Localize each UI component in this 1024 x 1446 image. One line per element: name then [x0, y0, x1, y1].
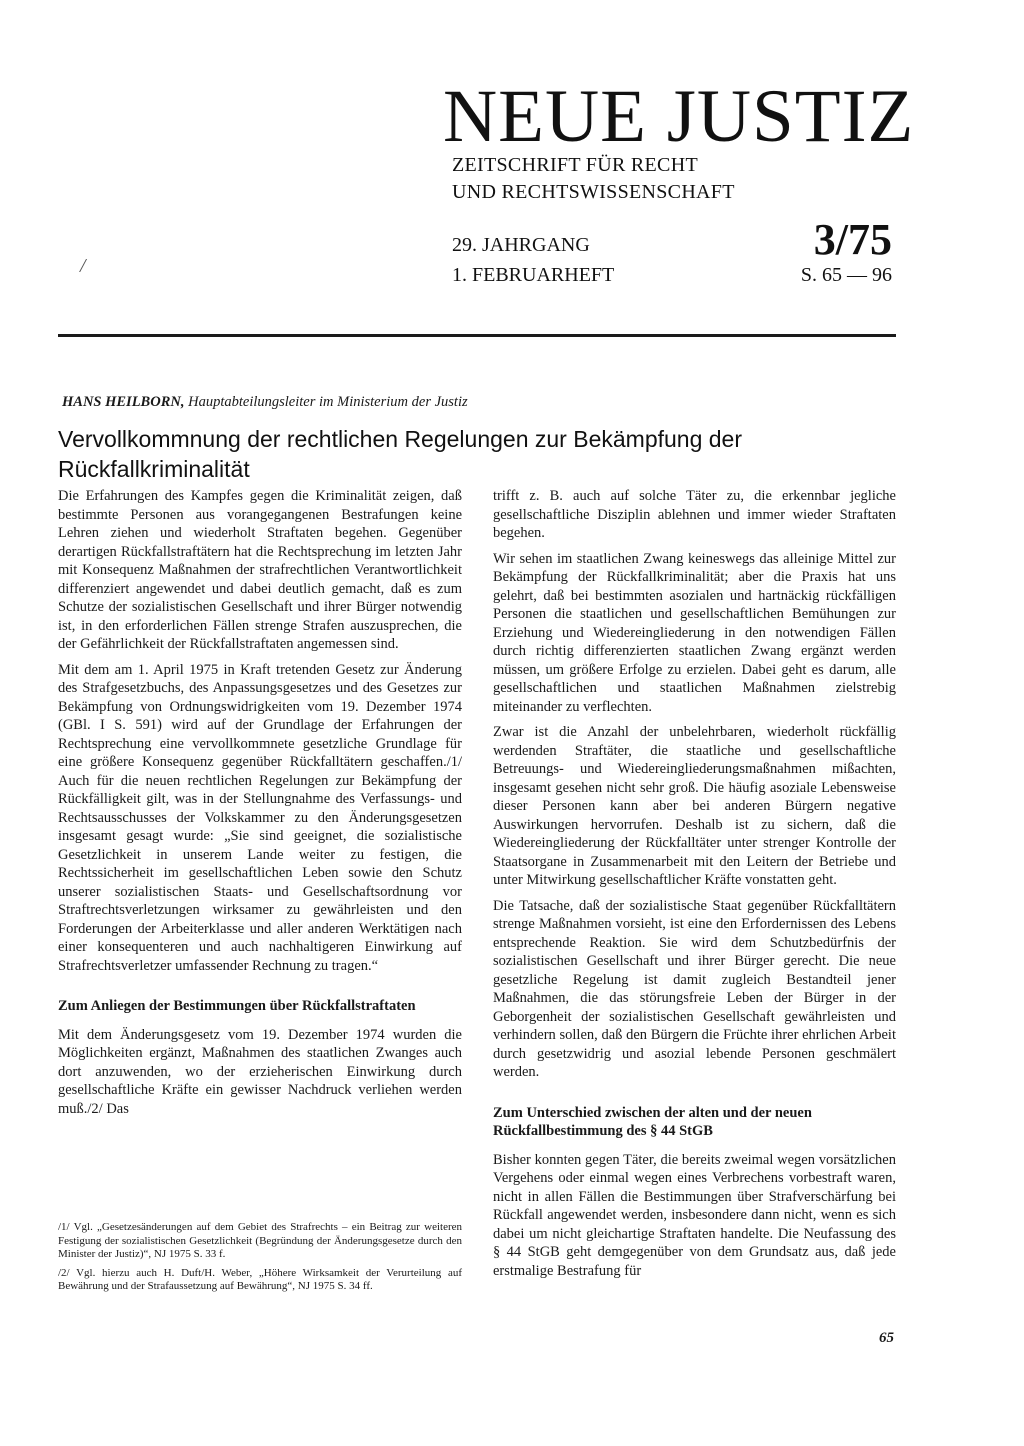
article-column-left	[58, 487, 462, 1125]
byline	[62, 392, 782, 412]
paragraph: Zwar ist die Anzahl der unbelehrbaren, wiederholt rückfällig werdenden Straftäter, die staatliche und gesellschaftliche Betreuungs- und Wiedereingliederungsmaßnahmen mißachten, insgesamt gesehen nicht sehr groß. Die häufig asoziale Lebensweise dieser Personen kann aber bei anderen Bürgern negative Auswirkungen hervorrufen. Deshalb ist zu sichern, daß die Wiedereingliederung der Rückfalltäter unter strenger Kontrolle der Staatsorgane in Zusammenarbeit mit den Leitern der Betriebe und unter Mitwirkung gesellschaftlicher Kräfte vonstatten geht.	[493, 724, 896, 888]
footnote: /1/ Vgl. „Gesetzesänderungen auf dem Gebiet des Strafrechts – ein Beitrag zur weiteren Festigung der sozialistischen Gesetzlichkeit (Begründung der Änderungsgesetze durch den Minister der Justiz)“, NJ 1975 S. 33 f.	[58, 1221, 462, 1260]
header-rule	[58, 334, 896, 337]
section-heading: Zum Unterschied zwischen der alten und der neuen Rückfallbestimmung des § 44 StGB	[493, 1104, 812, 1139]
footnotes	[58, 1221, 462, 1299]
byline-author: HANS HEILBORN,	[62, 394, 185, 410]
masthead-title: NEUE JUSTIZ	[443, 75, 915, 158]
paragraph: Wir sehen im staatlichen Zwang keineswegs das alleinige Mittel zur Bekämpfung der Rückfallkriminalität; aber die Praxis hat uns gelehrt, daß bei bestimmten asozialen und hartnäckig rückfälligen Personen die staatlichen und gesellschaftlichen Bemühungen zur Erziehung und Wiedereingliederung in den notwendigen Fällen durch richtig differenzierten staatlichen Zwang ergänzt werden müssen, um größere Erfolge zu erzielen. Dabei geht es darum, alle gesellschaftlichen und staatlichen Maßnahmen zielstrebig miteinander zu verflechten.	[493, 550, 896, 715]
masthead-subtitle-line1: ZEITSCHRIFT FÜR RECHT	[452, 154, 698, 176]
paragraph: Mit dem am 1. April 1975 in Kraft tretenden Gesetz zur Änderung des Strafgesetzbuchs, des Anpassungsgesetzes und des Gesetzes zur Bekämpfung von Ordnungswidrigkeiten vom 19. Dezember 1974 (GBl. I S. 591) wird auf der Grundlage der Erfahrungen der Rechtsprechung eine vervollkommnete gesetzliche Grundlage für eine größere Konsequenz gegenüber Rückfalltätern geschaffen./1/ Auch für die neuen rechtlichen Regelungen zur Bekämpfung der Rückfälligkeit gilt, was in der Stellungnahme des Verfassungs- und Rechtsausschusses der Volkskammer zu den Änderungsgesetzen insgesamt gesagt wurde: „Sie sind geeignet, die sozialistische Gesetzlichkeit in unserem Lande weiter zu festigen, die Rechtssicherheit im gesellschaftlichen Leben sowie den Schutz unserer sozialistischen Staats- und Gesellschaftsordnung vor Straftrechtsverletzungen wirksamer zu gewährleisten und den Forderungen der Arbeiterklasse und aller anderen Werktätigen nach einer konsequenteren und auch nachhaltigeren Einwirkung auf Strafrechtsverletzer umfassender Rechnung zu tragen.“	[58, 661, 462, 974]
byline-position: Hauptabteilungsleiter im Ministerium der Justiz	[188, 394, 468, 410]
stray-pen-mark: /	[80, 255, 86, 277]
volume-label: 29. JAHRGANG	[452, 234, 590, 256]
issue-info	[452, 230, 614, 290]
paragraph: trifft z. B. auch auf solche Täter zu, die erkennbar jegliche gesellschaftliche Disziplin ablehnen und immer wieder Straftaten begehen.	[493, 488, 896, 541]
masthead-subtitle-line2: UND RECHTSWISSENSCHAFT	[452, 181, 735, 203]
article-column-right	[493, 487, 896, 1287]
paragraph: Bisher konnten gegen Täter, die bereits zweimal wegen vorsätzlichen Vergehens oder einmal wegen eines Verbrechens vorbestraft waren, nicht in allen Fällen die Bestimmungen über Strafverschärfung bei Rückfall angewendet werden, insbesondere dann nicht, wenn es sich dabei um nicht gleichartige Straftaten handelte. Die Neufassung des § 44 StGB geht demgegenüber von dem Grundsatz aus, daß jede erstmalige Bestrafung für	[493, 1151, 896, 1279]
footnote: /2/ Vgl. hierzu auch H. Duft/H. Weber, „Höhere Wirksamkeit der Verurteilung auf Bewährung und der Strafaussetzung auf Bewährung“, NJ 1975 S. 34 ff.	[58, 1266, 462, 1292]
paragraph: Die Erfahrungen des Kampfes gegen die Kriminalität zeigen, daß bestimmte Personen aus vorangegangenen Bestrafungen keine Lehren ziehen und wiederholt Straftaten begehen. Gegenüber derartigen Rückfallstraftätern hat die Rechtsprechung im letzten Jahr mit Konsequenz Maßnahmen der strafrechtlichen Verantwortlichkeit differenziert angewendet und dabei deutlich gemacht, daß es zum Schutze der sozialistischen Gesellschaft und ihrer Bürger notwendig ist, in den erforderlichen Fällen strenge Strafen auszusprechen, die der Gefährlichkeit der Rückfallstraftaten angemessen sind.	[58, 488, 462, 652]
article-title: Vervollkommnung der rechtlichen Regelungen zur Bekämpfung der Rückfallkriminalität	[58, 426, 743, 482]
page-number: 65	[879, 1330, 894, 1346]
issue-label: 1. FEBRUARHEFT	[452, 264, 615, 286]
paragraph: Die Tatsache, daß der sozialistische Staat gegenüber Rückfalltätern strenge Maßnahmen vorsieht, ist eine den Erfordernissen des Lebens entsprechende Reaktion. Sie wird dem Schutzbedürfnis der sozialistischen Gesellschaft und ihrer Bürger gerecht. Die neue gesetzliche Regelung ist damit zugleich Bestandteil jener Maßnahmen, die das störungsfreie Leben der Bürger in der Geborgenheit der sozialistischen Gesellschaft gewährleisten und verhindern sollen, daß den Bürgern die Früchte ihrer ehrlichen Arbeit durch gesetzwidrig und asozial lebende Personen geschmälert werden.	[493, 897, 896, 1080]
issue-pages: S. 65 — 96	[800, 264, 892, 286]
masthead-subtitle	[452, 152, 892, 206]
paragraph: Mit dem Änderungsgesetz vom 19. Dezember 1974 wurden die Möglichkeiten ergänzt, Maßnahmen des staatlichen Zwanges auch dort anzuwenden, wo der erzieherischen Einwirkung durch gesellschaftliche Kräfte ein gewisser Nachdruck verliehen werden muß./2/ Das	[58, 1026, 462, 1117]
issue-number: 3/75	[813, 215, 892, 264]
section-heading: Zum Anliegen der Bestimmungen über Rückfallstraftaten	[58, 998, 416, 1014]
